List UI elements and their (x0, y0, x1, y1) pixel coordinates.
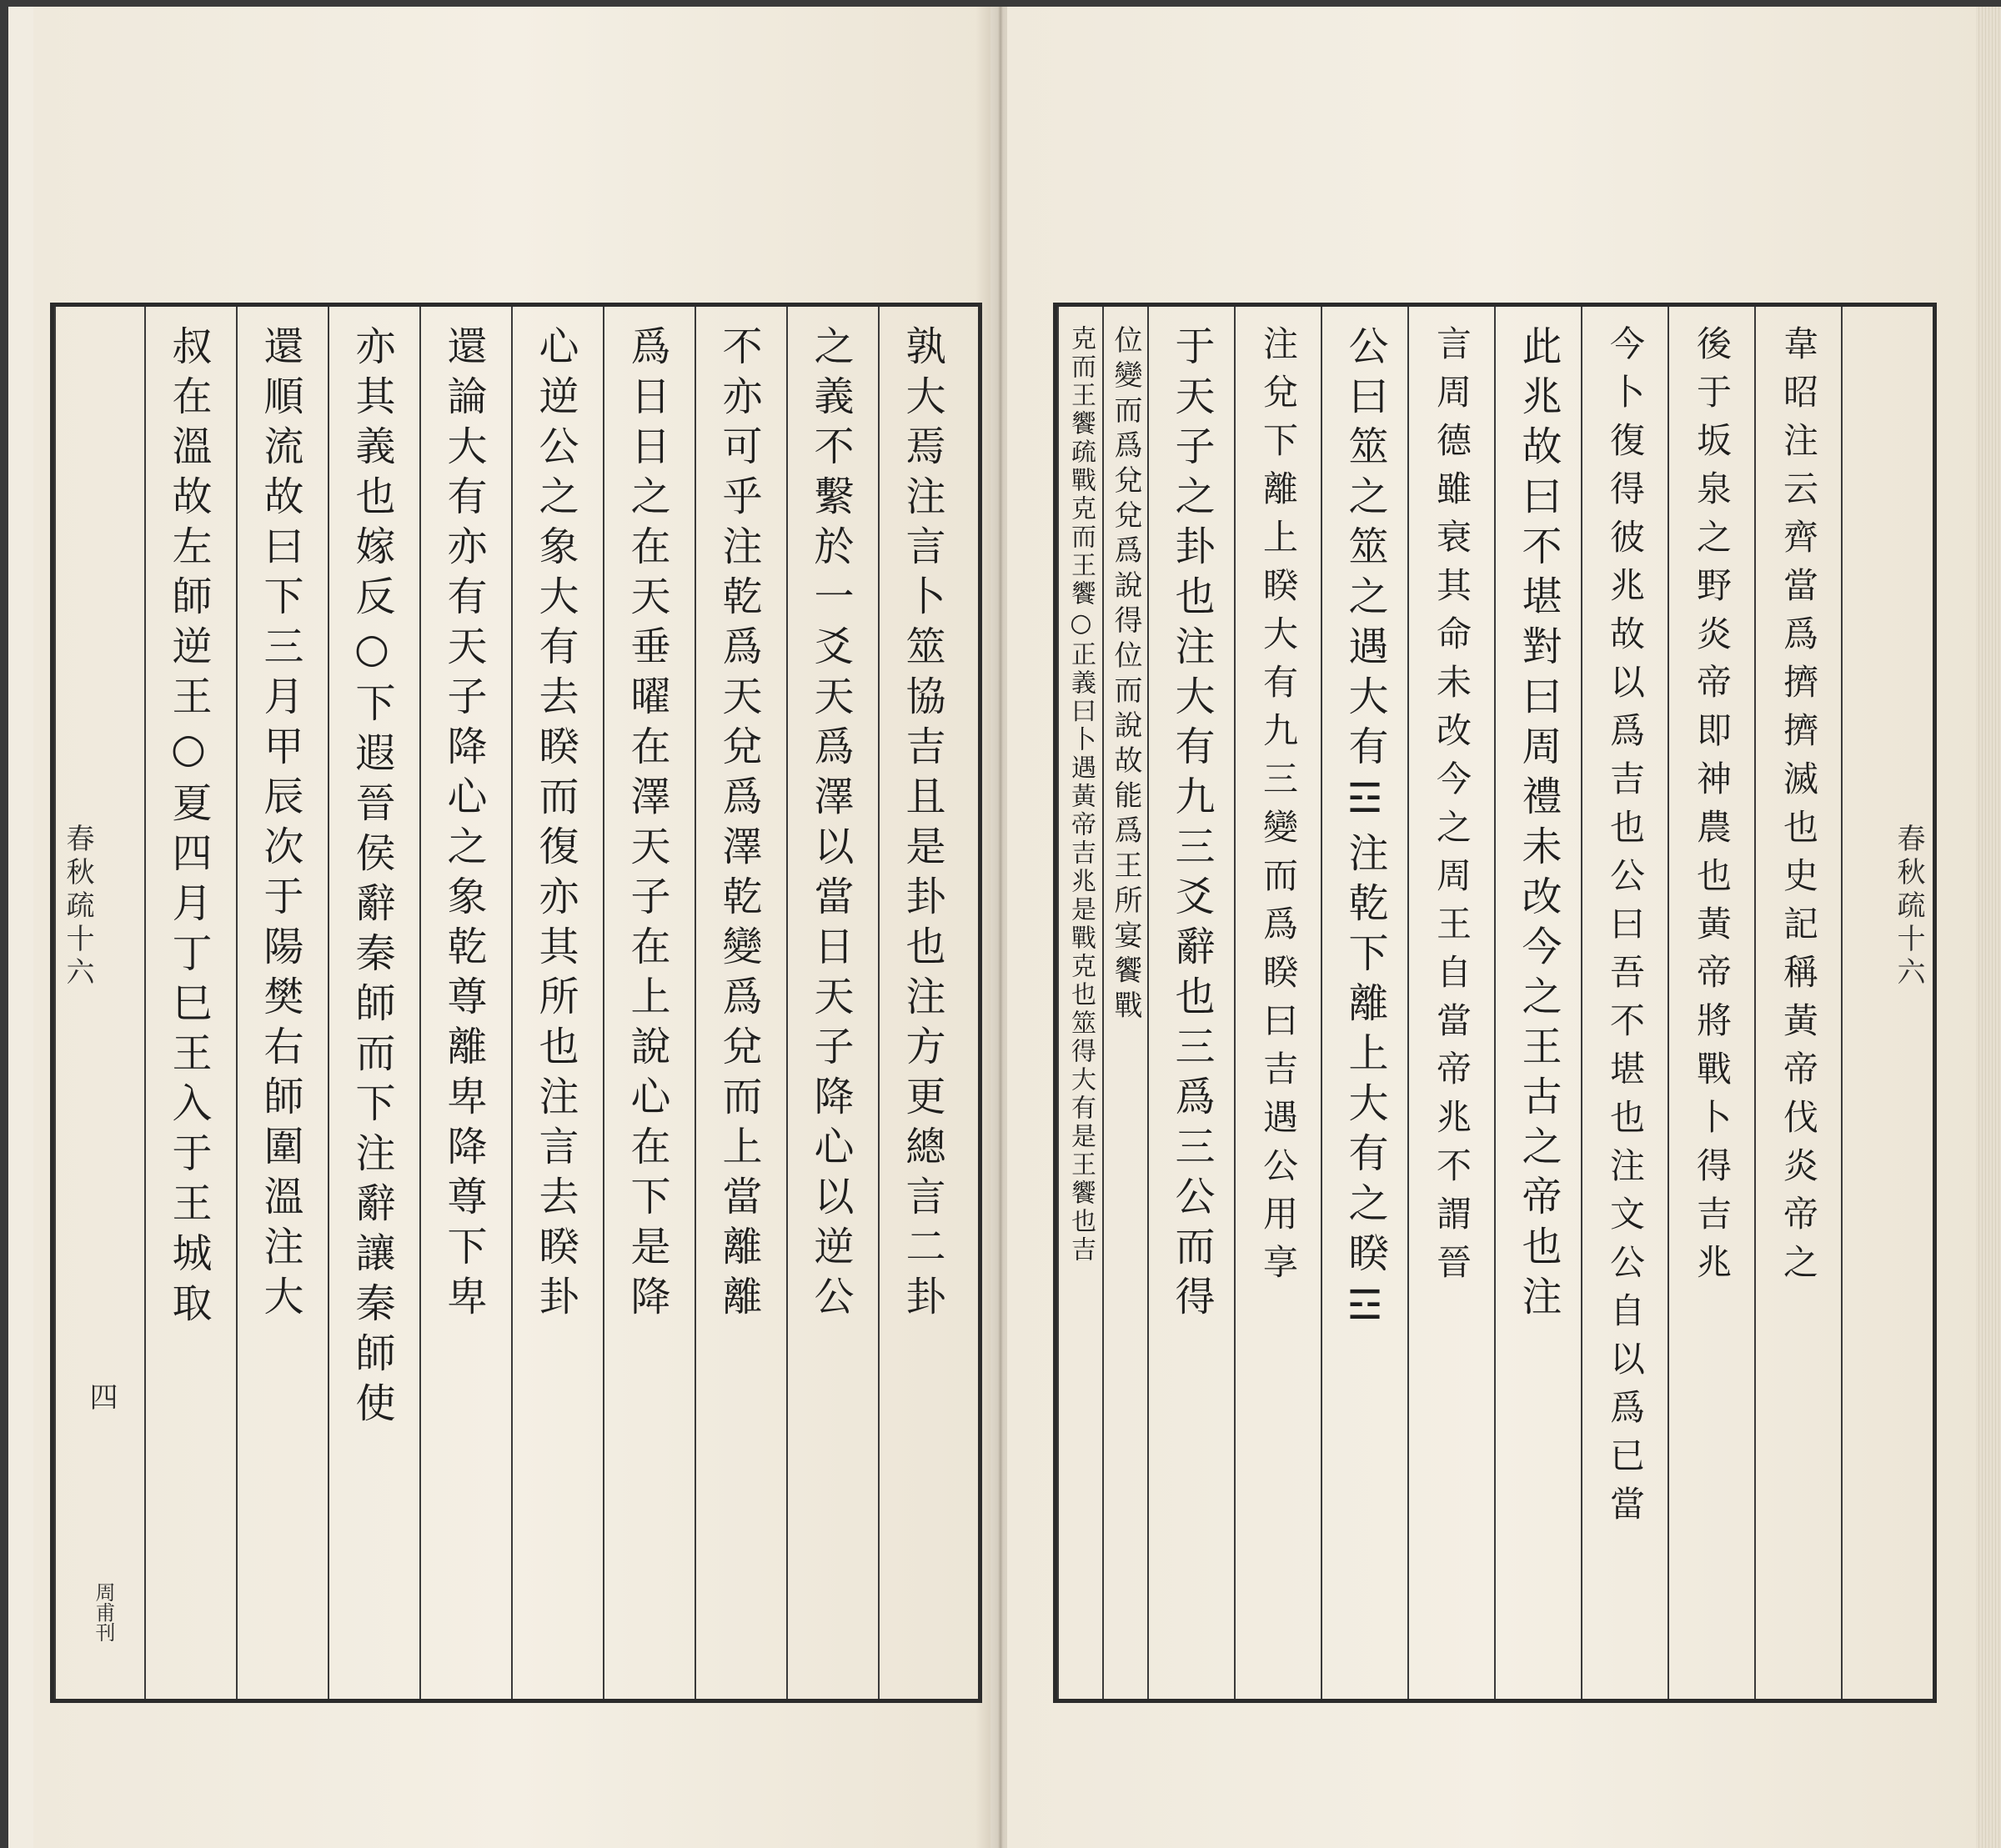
right-column-5 (1407, 307, 1494, 1699)
column-text: 孰大焉注言卜筮協吉且是卦也注方更總言二卦 (899, 325, 945, 1325)
column-text: 此兆故曰不堪對曰周禮未改今之王古之帝也注 (1515, 325, 1562, 1325)
column-text: 不亦可乎注乾爲天兌爲澤乾變爲兌而上當離離 (715, 325, 762, 1325)
left-page (33, 7, 990, 1848)
column-text: 注兌下離上睽大有九三變而爲睽曰吉遇公用享 (1258, 325, 1299, 1292)
right-column-6 (1321, 307, 1407, 1699)
column-text: 還論大有亦有天子降心之象乾尊離卑降尊下卑 (440, 325, 487, 1325)
right-column-9 (1102, 307, 1147, 1699)
right-page (1007, 7, 1983, 1848)
right-column-1 (1754, 307, 1841, 1699)
publisher-mark: 周甫刊 (92, 1582, 115, 1642)
right-column-7 (1234, 307, 1321, 1699)
left-column-9 (144, 307, 231, 1699)
right-column-10 (1057, 307, 1102, 1699)
column-text: 亦其義也嫁反○下遐晉侯辭秦師而下注辭讓秦師使 (349, 325, 395, 1432)
column-text: 還順流故曰下三月甲辰次于陽樊右師圍溫注大 (257, 325, 303, 1325)
leaf-number: 四 (84, 1382, 118, 1410)
column-text: 言周德雖衰其命未改今之周王自當帝兆不謂晉 (1432, 325, 1472, 1292)
left-fold-column (54, 307, 144, 1699)
book-spread (8, 7, 2001, 1848)
column-text: 叔在溫故左師逆王○夏四月丁巳王入于王城取 (165, 325, 212, 1332)
left-column-5 (511, 307, 598, 1699)
column-text: 于天子之卦也注大有九三爻辭也三爲三公而得 (1168, 325, 1215, 1325)
column-text: 心逆公之象大有去睽而復亦其所也注言去睽卦 (532, 325, 579, 1325)
left-column-2 (786, 307, 873, 1699)
right-column-2 (1668, 307, 1754, 1699)
column-text: 公曰筮之筮之遇大有☲注乾下離上大有之睽☲ (1342, 325, 1388, 1339)
left-column-6 (419, 307, 506, 1699)
right-column-4 (1494, 307, 1581, 1699)
column-text: 之義不繫於一爻天爲澤以當日天子降心以逆公 (807, 325, 854, 1325)
right-column-8 (1147, 307, 1234, 1699)
column-text: 爲日日之在天垂曜在澤天子在上說心在下是降 (624, 325, 670, 1325)
column-text: 今卜復得彼兆故以爲吉也公曰吾不堪也注文公自以爲已當 (1605, 325, 1646, 1534)
column-text: 位變而爲兌兌爲說得位而說故能爲王所宴饗戰 (1109, 325, 1142, 1025)
left-column-7 (328, 307, 414, 1699)
left-column-4 (603, 307, 690, 1699)
fold-label: 春秋疏十六 (1892, 824, 1925, 990)
left-column-3 (695, 307, 781, 1699)
column-text: 克而王饗疏戰克而王饗○正義曰卜遇黃帝吉兆是戰克也筮得大有是王饗也吉 (1066, 325, 1096, 1265)
right-column-3 (1581, 307, 1668, 1699)
left-text-frame (50, 303, 982, 1703)
column-text: 後于坂泉之野炎帝即神農也黃帝將戰卜得吉兆 (1692, 325, 1733, 1292)
page-edges (1976, 7, 2001, 1848)
column-text: 韋昭注云齊當爲擠擠滅也史記稱黃帝伐炎帝之 (1778, 325, 1819, 1292)
right-fold-column (1841, 307, 1933, 1699)
left-column-1 (878, 307, 965, 1699)
left-column-8 (236, 307, 323, 1699)
right-text-frame (1053, 303, 1937, 1703)
fold-label: 春秋疏十六 (61, 824, 94, 990)
